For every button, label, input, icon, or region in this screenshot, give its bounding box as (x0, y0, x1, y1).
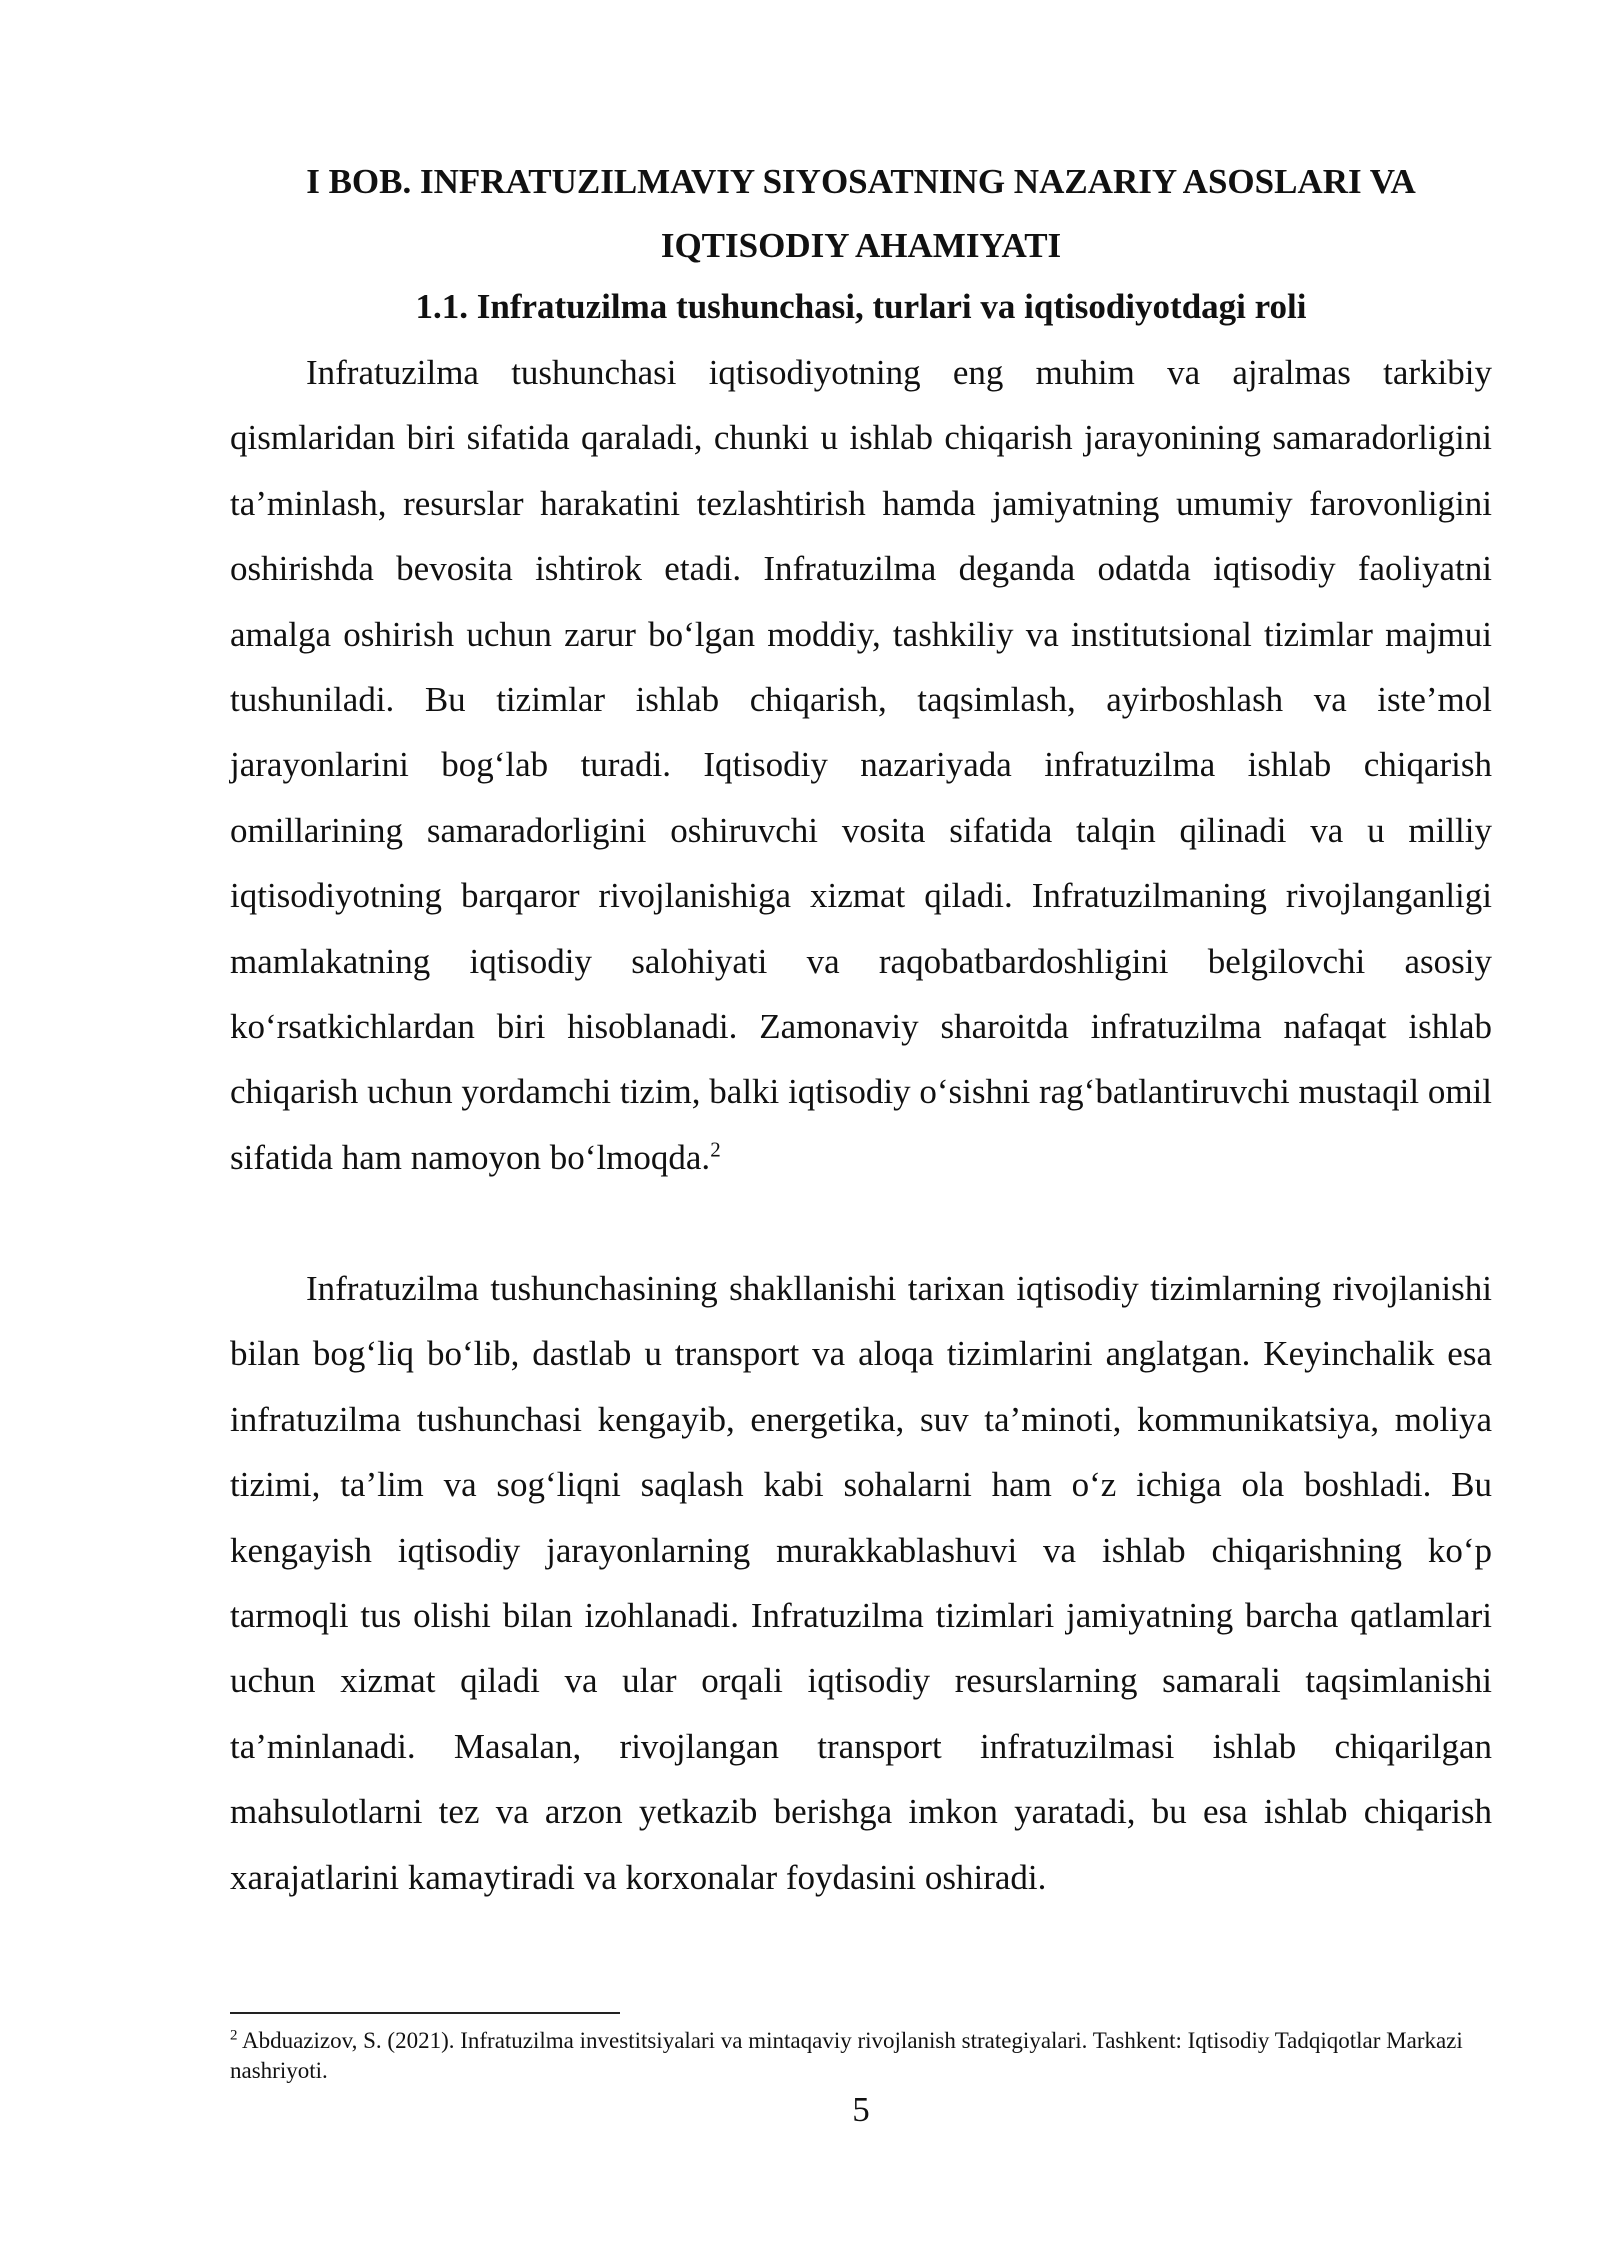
chapter-title: I BOB. INFRATUZILMAVIY SIYOSATNING NAZARIY ASOSLARI VA IQTISODIY AHAMIYATI (306, 162, 1416, 265)
paragraph-2 (230, 1256, 1492, 1910)
footnote-number: 2 (230, 2027, 238, 2044)
paragraph-2-text: Infratuzilma tushunchasining shakllanishi tarixan iqtisodiy tizimlarning rivojlanishi bilan bog‘liq bo‘lib, dastlab u transport va aloqa tizimlarini anglatgan. Keyinchalik esa infratuzilma tushunchasi kengayib, energetika, suv ta’minoti, kommunikatsiya, moliya tizimi, ta’lim va sog‘liqni saqlash kabi sohalarni ham o‘z ichiga ola boshladi. Bu kengayish iqtisodiy jarayonlarning murakkablashuvi va ishlab chiqarishning ko‘p tarmoqli tus olishi bilan izohlanadi. Infratuzilma tizimlari jamiyatning barcha qatlamlari uchun xizmat qiladi va ular orqali iqtisodiy resurslarning samarali taqsimlanishi ta’minlanadi. Masalan, rivojlangan transport infratuzilmasi ishlab chiqarilgan mahsulotlarni tez va arzon yetkazib berishga imkon yaratadi, bu esa ishlab chiqarish xarajatlarini kamaytiradi va korxonalar foydasini oshiradi. (230, 1269, 1492, 1897)
footnote-reference[interactable]: 2 (710, 1137, 721, 1162)
section-title: 1.1. Infratuzilma tushunchasi, turlari va iqtisodiyotdagi roli (415, 287, 1307, 326)
footnote (230, 2026, 1492, 2086)
paragraph-1 (230, 340, 1492, 1190)
paragraph-1-text: Infratuzilma tushunchasi iqtisodiyotning eng muhim va ajralmas tarkibiy qismlaridan biri sifatida qaraladi, chunki u ishlab chiqarish jarayonining samaradorligini ta’minlash, resurslar harakatini tezlashtirish hamda jamiyatning umumiy farovonligini oshirishda bevosita ishtirok etadi. Infratuzilma deganda odatda iqtisodiy faoliyatni amalga oshirish uchun zarur bo‘lgan moddiy, tashkiliy va institutsional tizimlar majmui tushuniladi. Bu tizimlar ishlab chiqarish, taqsimlash, ayirboshlash va iste’mol jarayonlarini bog‘lab turadi. Iqtisodiy nazariyada infratuzilma ishlab chiqarish omillarining samaradorligini oshiruvchi vosita sifatida talqin qilinadi va u milliy iqtisodiyotning barqaror rivojlanishiga xizmat qiladi. Infratuzilmaning rivojlanganligi mamlakatning iqtisodiy salohiyati va raqobatbardoshligini belgilovchi asosiy ko‘rsatkichlardan biri hisoblanadi. Zamonaviy sharoitda infratuzilma nafaqat ishlab chiqarish uchun yordamchi tizim, balki iqtisodiy o‘sishni rag‘batlantiruvchi mustaqil omil sifatida ham namoyon bo‘lmoqda. (230, 353, 1492, 1177)
page-number: 5 (852, 2090, 870, 2129)
footnote-text: Abduazizov, S. (2021). Infratuzilma investitsiyalari va mintaqaviy rivojlanish strategiyalari. Tashkent: Iqtisodiy Tadqiqotlar Markazi nashriyoti. (230, 2028, 1463, 2083)
footnote-separator (230, 2012, 620, 2014)
paragraph-text (230, 340, 1492, 1190)
